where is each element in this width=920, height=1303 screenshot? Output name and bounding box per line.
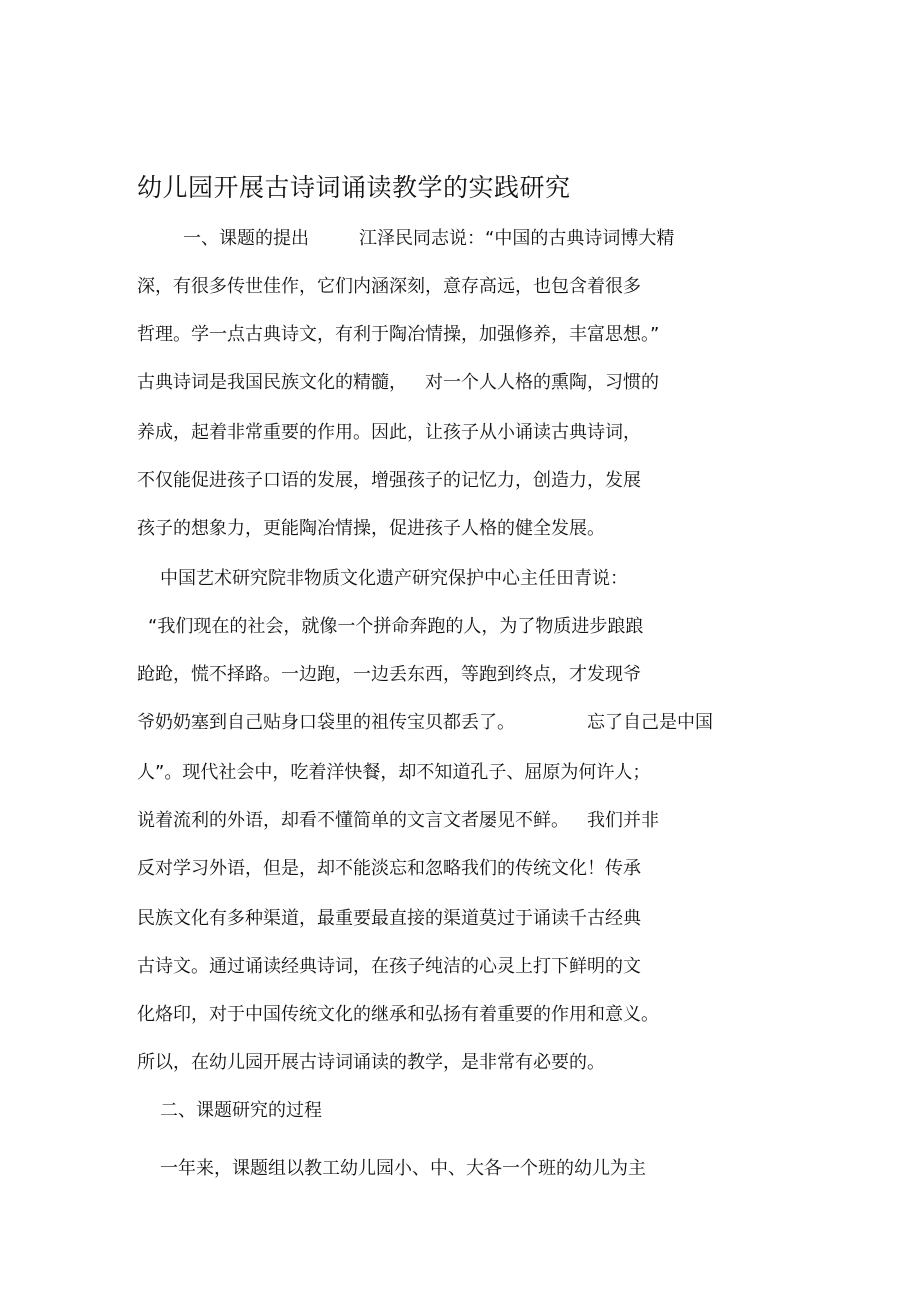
line-text: 人”。现代社会中，吃着洋快餐，却不知道孔子、屈原为何许人； bbox=[137, 762, 651, 783]
paragraph-line bbox=[137, 856, 641, 882]
line-text: 一年来，课题组以教工幼儿园小、中、大各一个班的幼儿为主 bbox=[160, 1158, 646, 1179]
section-heading-line bbox=[160, 1098, 322, 1124]
line-text: 所以，在幼儿园开展古诗词诵读的教学，是非常有必要的。 bbox=[137, 1052, 605, 1073]
paragraph-line bbox=[137, 954, 641, 980]
paragraph-line bbox=[137, 710, 713, 736]
paragraph-line bbox=[183, 226, 674, 252]
line-text: 爷奶奶塞到自己贴身口袋里的祖传宝贝都丢了。 bbox=[137, 712, 515, 733]
paragraph-line bbox=[137, 322, 659, 348]
line-text: 古诗文。通过诵读经典诗词，在孩子纯洁的心灵上打下鲜明的文 bbox=[137, 956, 641, 977]
paragraph-line bbox=[137, 1050, 605, 1076]
line-text: 跄跄，慌不择路。一边跑，一边丢东西，等跑到终点，才发现爷 bbox=[137, 664, 641, 685]
line-text: 哲理。学一点古典诗文，有利于陶冶情操，加强修养，丰富思想。” bbox=[137, 324, 660, 345]
section-heading: 二、课题研究的过程 bbox=[160, 1100, 322, 1121]
line-text: 民族文化有多种渠道，最重要最直接的渠道莫过于诵读千古经典 bbox=[137, 908, 641, 929]
line-text: 中国艺术研究院非物质文化遗产研究保护中心主任田青说： bbox=[160, 568, 628, 589]
paragraph-line bbox=[137, 1002, 659, 1028]
paragraph-line bbox=[160, 1156, 646, 1182]
line-text: 反对学习外语，但是，却不能淡忘和忽略我们的传统文化！传承 bbox=[137, 858, 641, 879]
paragraph-line bbox=[137, 516, 605, 542]
line-text: 我们并非 bbox=[587, 810, 659, 831]
line-text: 深，有很多传世佳作，它们内涵深刻，意存高远，也包含着很多 bbox=[137, 276, 641, 297]
line-text: 江泽民同志说：“中国的古典诗词博大精 bbox=[359, 228, 675, 249]
paragraph-line bbox=[137, 808, 659, 834]
line-text: 化烙印，对于中国传统文化的继承和弘扬有着重要的作用和意义。 bbox=[137, 1004, 659, 1025]
paragraph-line bbox=[148, 614, 643, 640]
document-title: 幼儿园开展古诗词诵读教学的实践研究 bbox=[137, 173, 571, 202]
paragraph-line bbox=[137, 662, 641, 688]
section-heading: 一、课题的提出 bbox=[183, 228, 309, 249]
paragraph-line bbox=[137, 760, 650, 786]
paragraph-line bbox=[137, 468, 641, 494]
line-text: 忘了自己是中国 bbox=[587, 712, 713, 733]
paragraph-line bbox=[137, 420, 641, 446]
line-text: 古典诗词是我国民族文化的精髓， bbox=[137, 372, 407, 393]
paragraph-line bbox=[137, 274, 641, 300]
line-text: 对一个人人格的熏陶，习惯的 bbox=[425, 372, 659, 393]
paragraph-line bbox=[137, 370, 659, 396]
line-text: “我们现在的社会，就像一个拼命奔跑的人，为了物质进步踉踉 bbox=[148, 616, 644, 637]
paragraph-line bbox=[160, 566, 628, 592]
line-text: 养成，起着非常重要的作用。因此，让孩子从小诵读古典诗词， bbox=[137, 422, 641, 443]
line-text: 说着流利的外语，却看不懂简单的文言文者屡见不鲜。 bbox=[137, 810, 569, 831]
line-text: 不仅能促进孩子口语的发展，增强孩子的记忆力，创造力，发展 bbox=[137, 470, 641, 491]
line-text: 孩子的想象力，更能陶冶情操，促进孩子人格的健全发展。 bbox=[137, 518, 605, 539]
paragraph-line bbox=[137, 906, 641, 932]
